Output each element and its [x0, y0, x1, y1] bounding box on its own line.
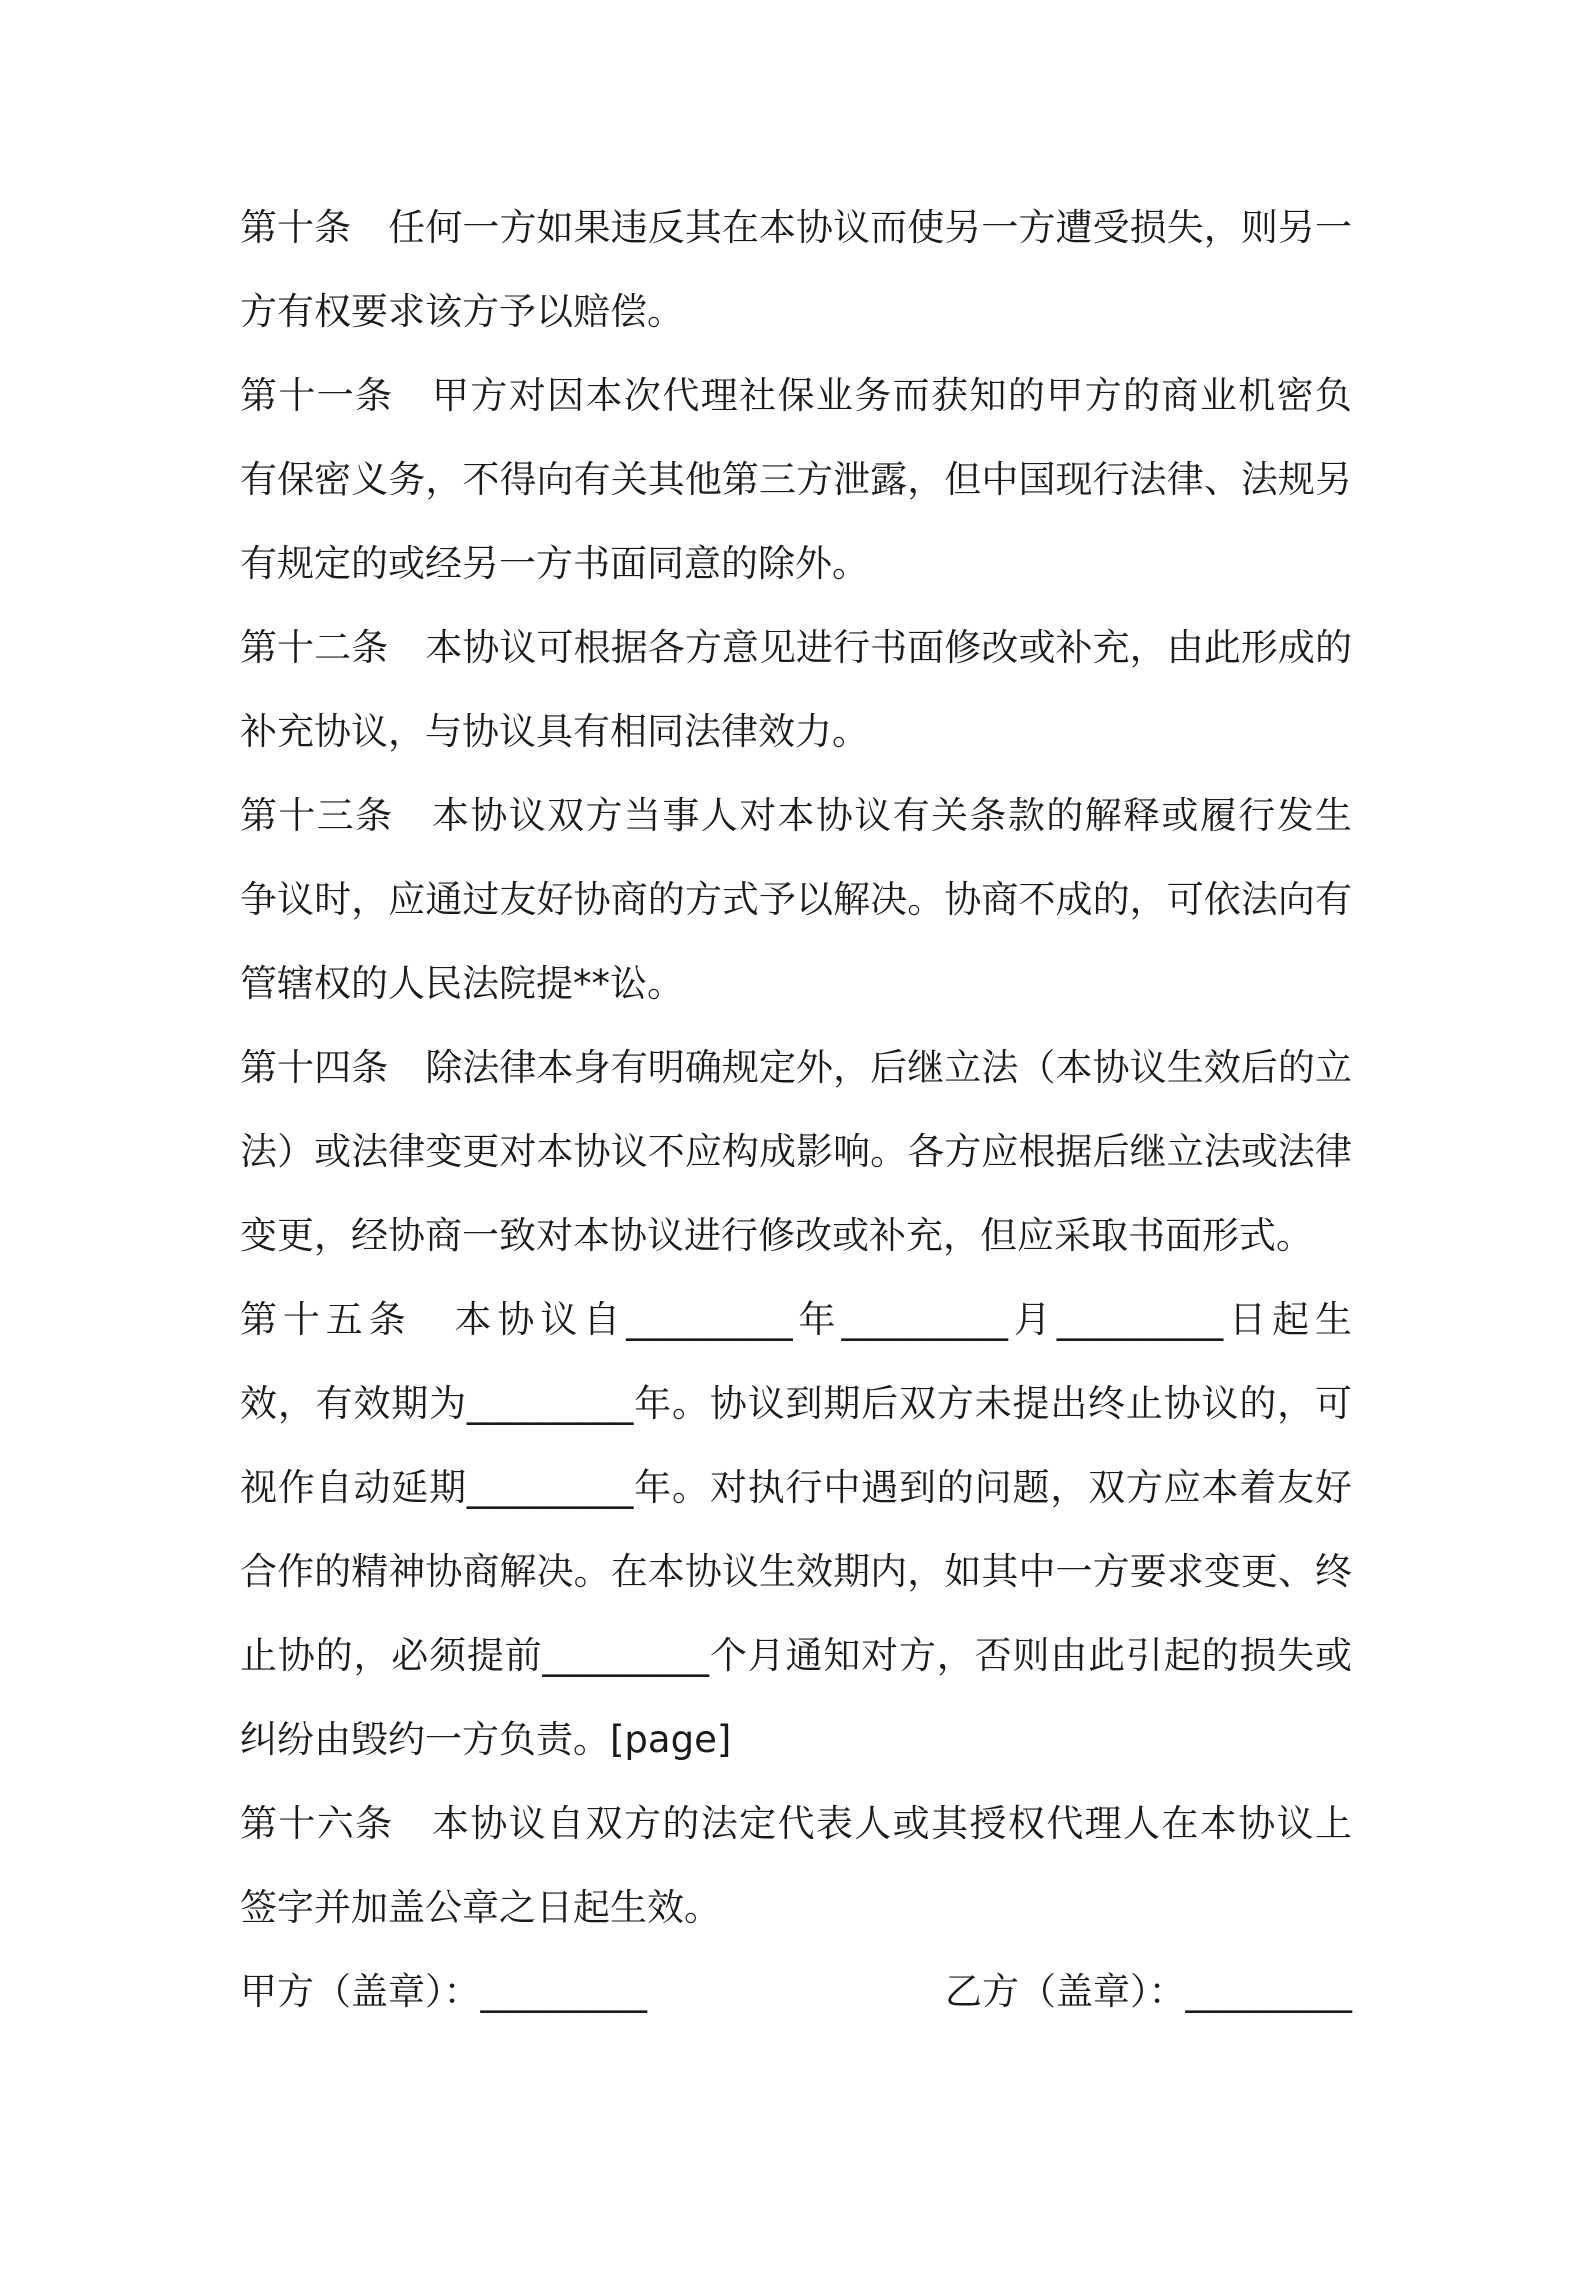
text-line: 有规定的或经另一方书面同意的除外。 [240, 542, 869, 585]
text-line: 变更，经协商一致对本协议进行修改或补充，但应采取书面形式。 [240, 1214, 1313, 1257]
text-line: 第十三条 本协议双方当事人对本协议有关条款的解释或履行发生 [240, 794, 1352, 837]
text-line: 有保密义务，不得向有关其他第三方泄露，但中国现行法律、法规另 [240, 458, 1352, 501]
text-line: 第十一条 甲方对因本次代理社保业务而获知的甲方的商业机密负 [240, 374, 1352, 417]
text-line: 争议时，应通过友好协商的方式予以解决。协商不成的，可依法向有 [240, 878, 1352, 921]
text-line: 止协的，必须提前_________个月通知对方，否则由此引起的损失或 [240, 1634, 1352, 1677]
text-line: 视作自动延期_________年。对执行中遇到的问题，双方应本着友好 [240, 1466, 1352, 1509]
party-b-signature: 乙方（盖章）：_________ [945, 1970, 1352, 2013]
text-line: 第十四条 除法律本身有明确规定外，后继立法（本协议生效后的立 [240, 1046, 1352, 1089]
text-line: 签字并加盖公章之日起生效。 [240, 1886, 721, 1929]
text-line: 补充协议，与协议具有相同法律效力。 [240, 710, 869, 753]
text-line: 方有权要求该方予以赔偿。 [240, 290, 684, 333]
text-line: 法）或法律变更对本协议不应构成影响。各方应根据后继立法或法律 [240, 1130, 1352, 1173]
document-body [240, 186, 1352, 2034]
text-line: 第十六条 本协议自双方的法定代表人或其授权代理人在本协议上 [240, 1802, 1352, 1845]
text-line: 效，有效期为_________年。协议到期后双方未提出终止协议的，可 [240, 1382, 1352, 1425]
signature-row [240, 1950, 1352, 2034]
text-line: 管辖权的人民法院提**讼。 [240, 962, 684, 1005]
text-line: 第十二条 本协议可根据各方意见进行书面修改或补充，由此形成的 [240, 626, 1352, 669]
text-line: 第十条 任何一方如果违反其在本协议而使另一方遭受损失，则另一 [240, 206, 1352, 249]
party-a-signature: 甲方（盖章）：_________ [240, 1970, 647, 2013]
text-line: 第十五条 本协议自_________年_________月_________日起生 [240, 1298, 1352, 1341]
text-line: 合作的精神协商解决。在本协议生效期内，如其中一方要求变更、终 [240, 1550, 1352, 1593]
text-line: 纠纷由毁约一方负责。[page] [240, 1718, 732, 1761]
